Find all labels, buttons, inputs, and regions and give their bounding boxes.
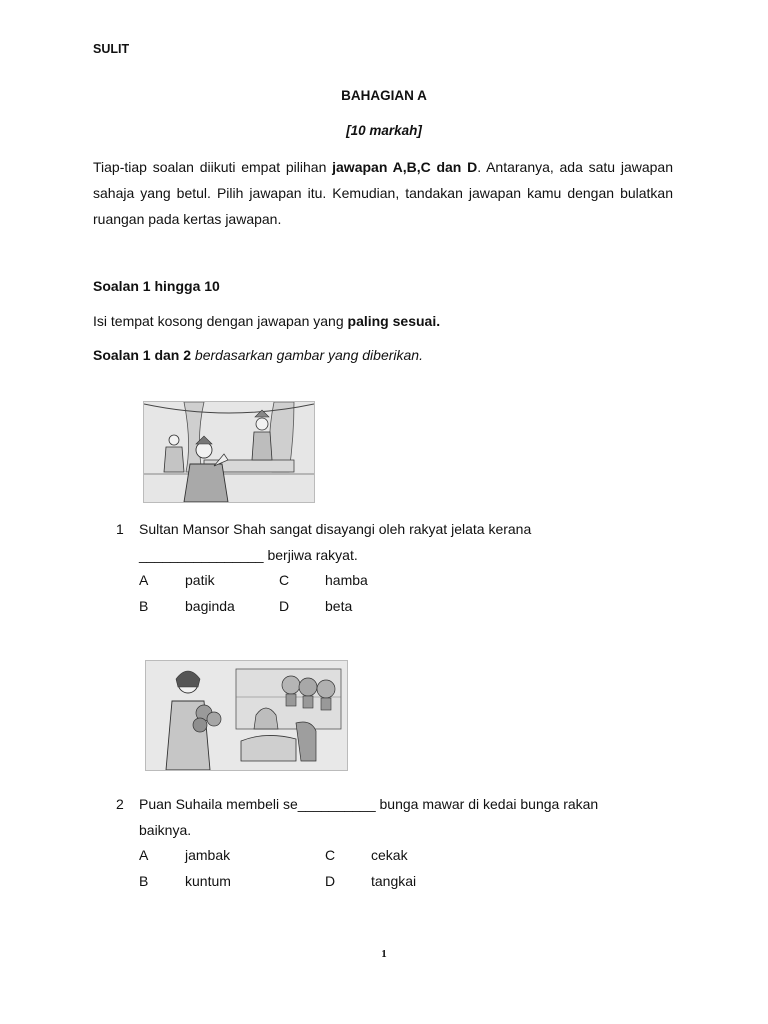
question-2-illustration (145, 660, 348, 771)
fill-instruction-bold: paling sesuai. (347, 313, 441, 329)
instructions-bold: jawapan A,B,C dan D (332, 159, 478, 175)
question-1-option-letter: B (139, 598, 149, 614)
question-1-option-text: baginda (185, 598, 235, 614)
questions-range-heading: Soalan 1 hingga 10 (93, 278, 220, 294)
question-1-illustration (143, 401, 315, 503)
flower-shop-drawing (146, 661, 347, 770)
question-2-option-letter: C (325, 847, 336, 863)
section-marks: [10 markah] (346, 123, 422, 138)
question-2-option-text: kuntum (185, 873, 231, 889)
instructions-text-2: . Antaranya, ada satu jawapan sahaja yang betul. Pilih jawapan itu. Kemudian, tandakan jawapan kamu dengan bulatkan ruangan pada kertas jawapan. (93, 159, 673, 227)
question-1-option-text: hamba (325, 572, 368, 588)
q12-note-bold: Soalan 1 dan 2 (93, 347, 192, 363)
question-1-number: 1 (116, 521, 124, 537)
question-2-option-letter: A (139, 847, 149, 863)
questions-1-2-note (93, 347, 423, 363)
question-1-option-letter: C (279, 572, 290, 588)
page-number: 1 (381, 948, 387, 960)
header-classification: SULIT (93, 42, 130, 56)
question-2-option-letter: B (139, 873, 149, 889)
instructions-paragraph (93, 154, 673, 232)
section-title: BAHAGIAN A (341, 88, 427, 103)
fill-instruction (93, 313, 440, 329)
question-2-text-line-1: Puan Suhaila membeli se__________ bunga mawar di kedai bunga rakan (139, 796, 599, 812)
question-1-text-line-1: Sultan Mansor Shah sangat disayangi oleh rakyat jelata kerana (139, 521, 532, 537)
question-1-option-letter: D (279, 598, 290, 614)
fill-instruction-text: Isi tempat kosong dengan jawapan yang (93, 313, 348, 329)
question-2-number: 2 (116, 796, 124, 812)
question-1-option-letter: A (139, 572, 149, 588)
question-2-option-letter: D (325, 873, 336, 889)
question-1-option-text: beta (325, 598, 353, 614)
question-2-option-text: jambak (185, 847, 231, 863)
question-1-option-text: patik (185, 572, 215, 588)
question-2-option-text: tangkai (371, 873, 417, 889)
question-2-text-line-2: baiknya. (139, 822, 192, 838)
q12-note-italic: berdasarkan gambar yang diberikan. (191, 347, 423, 363)
question-2-option-text: cekak (371, 847, 408, 863)
question-1-text-line-2: ________________ berjiwa rakyat. (139, 547, 358, 563)
instructions-text-1: Tiap-tiap soalan diikuti empat pilihan (93, 159, 333, 175)
royal-audience-drawing (144, 402, 314, 502)
